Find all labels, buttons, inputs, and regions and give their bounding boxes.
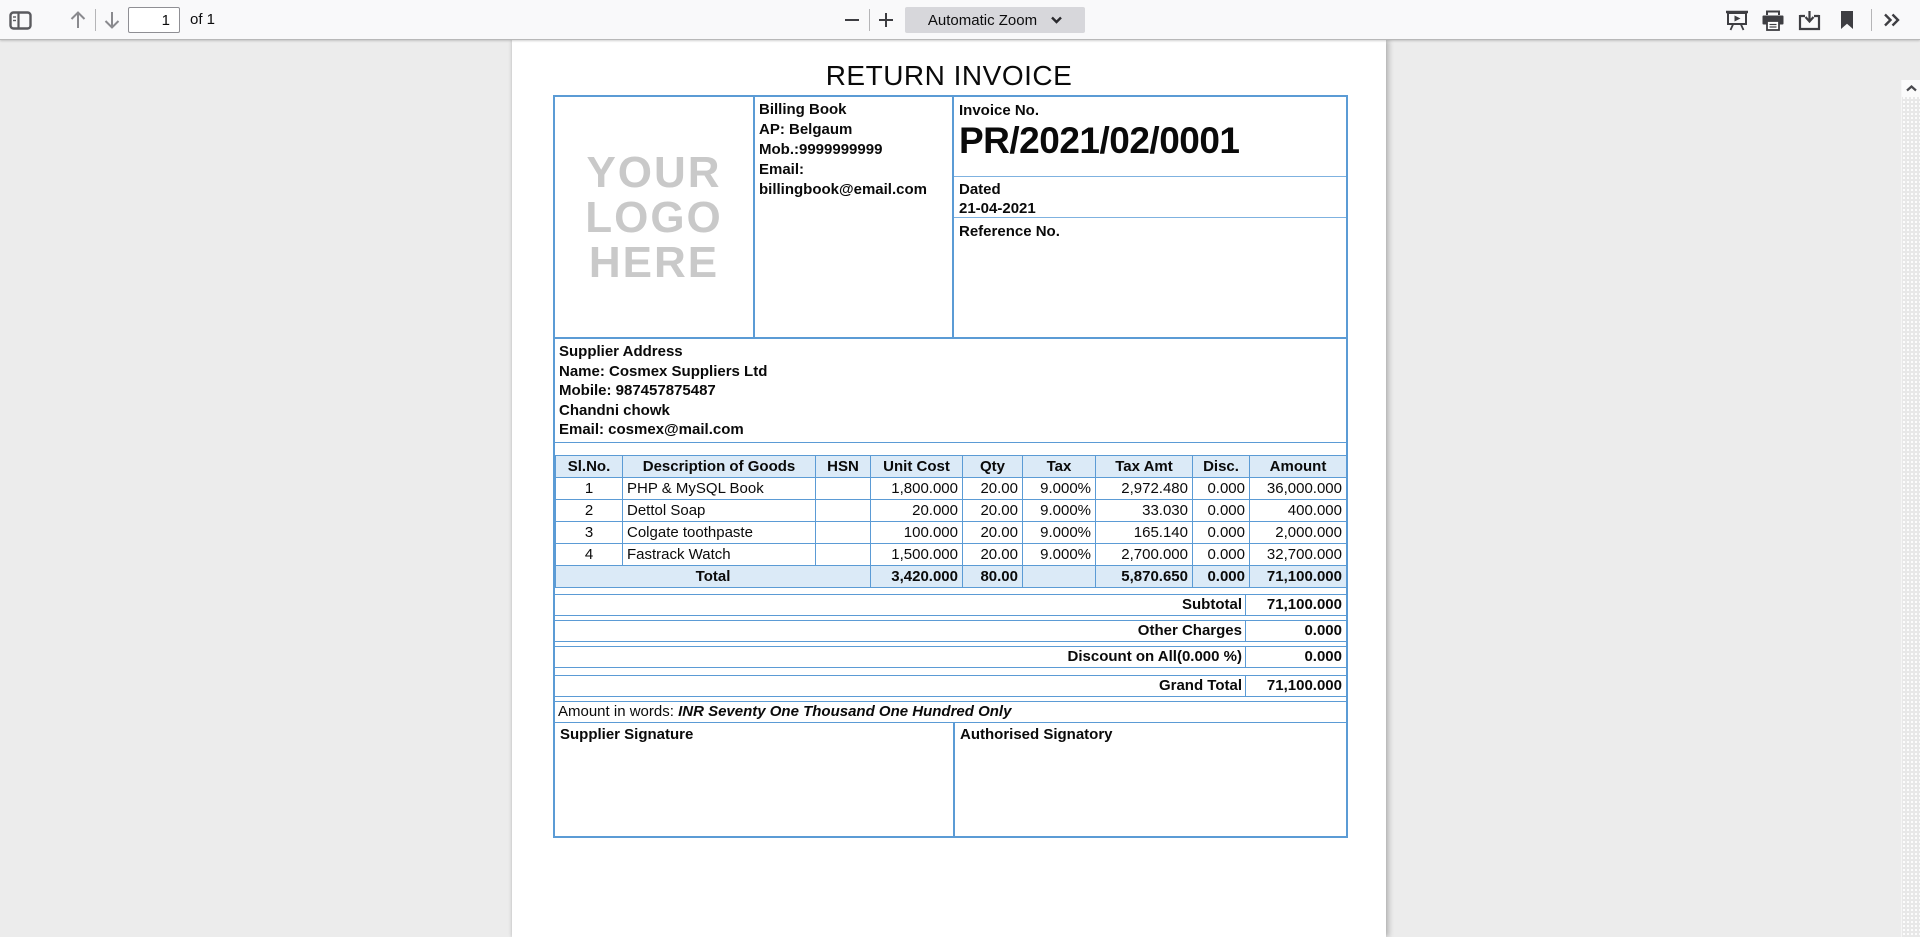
invoice-number-label: Invoice No.	[959, 102, 1040, 119]
logo-line: LOGO	[585, 192, 723, 242]
other-charges-value: 0.000	[1245, 621, 1346, 641]
previous-page-button[interactable]	[64, 6, 92, 34]
page-number-input[interactable]	[128, 7, 180, 33]
supplier-signature-cell	[555, 723, 955, 837]
current-view-bookmark-button[interactable]	[1833, 6, 1861, 34]
col-header-disc: Disc.	[1193, 456, 1250, 478]
item-amount: 32,700.000	[1250, 544, 1347, 566]
download-save-icon	[1798, 10, 1821, 31]
col-header-qty: Qty	[963, 456, 1023, 478]
toolbar-separator	[95, 9, 96, 31]
minus-icon	[844, 12, 860, 28]
item-amount: 2,000.000	[1250, 522, 1347, 544]
col-header-hsn: HSN	[816, 456, 871, 478]
item-unit-cost: 1,500.000	[871, 544, 963, 566]
total-tax	[1023, 566, 1096, 588]
total-amount: 71,100.000	[1250, 566, 1347, 588]
amount-in-words-label: Amount in words:	[558, 703, 679, 720]
supplier-address-heading: Supplier Address	[559, 343, 683, 360]
item-row	[556, 544, 1347, 566]
items-total-row	[556, 566, 1347, 588]
invoice-date-block	[954, 177, 1346, 218]
col-header-amount: Amount	[1250, 456, 1347, 478]
supplier-email: Email: cosmex@mail.com	[559, 421, 744, 438]
item-row	[556, 500, 1347, 522]
subtotal-label: Subtotal	[1182, 596, 1242, 613]
item-slno: 1	[556, 478, 623, 500]
invoice-date-label: Dated	[959, 181, 1001, 198]
double-chevron-right-icon	[1883, 12, 1901, 28]
seller-mobile: Mob.:9999999999	[759, 141, 883, 158]
item-slno: 3	[556, 522, 623, 544]
col-header-tax-amt: Tax Amt	[1096, 456, 1193, 478]
logo-line: HERE	[588, 237, 720, 287]
grand-total-value: 71,100.000	[1245, 676, 1346, 696]
supplier-signature-label: Supplier Signature	[560, 726, 694, 743]
discount-value: 0.000	[1245, 647, 1346, 667]
col-header-description: Description of Goods	[623, 456, 816, 478]
item-description: PHP & MySQL Book	[623, 478, 816, 500]
item-tax: 9.000%	[1023, 544, 1096, 566]
supplier-address-line: Chandni chowk	[559, 401, 670, 419]
item-qty: 20.00	[963, 522, 1023, 544]
print-button[interactable]	[1759, 6, 1787, 34]
summary-row-subtotal	[555, 594, 1346, 616]
item-disc: 0.000	[1193, 478, 1250, 500]
total-label: Total	[556, 566, 871, 588]
pdf-page	[512, 40, 1386, 937]
item-hsn	[816, 478, 871, 500]
arrow-down-icon	[103, 10, 121, 30]
item-qty: 20.00	[963, 500, 1023, 522]
authorised-signatory-cell	[955, 723, 1346, 837]
arrow-up-icon	[69, 10, 87, 30]
plus-icon	[878, 12, 894, 28]
col-header-tax: Tax	[1023, 456, 1096, 478]
item-hsn	[816, 522, 871, 544]
spacer-row	[555, 442, 1346, 455]
zoom-in-button[interactable]	[872, 6, 900, 34]
subtotal-value: 71,100.000	[1245, 595, 1346, 615]
logo-line: YOUR	[586, 147, 722, 197]
chevron-down-icon	[1051, 16, 1062, 24]
more-tools-button[interactable]	[1878, 6, 1906, 34]
next-page-button[interactable]	[98, 6, 126, 34]
reference-number-label: Reference No.	[959, 223, 1060, 240]
summary-row-other-charges	[555, 620, 1346, 642]
pdf-toolbar	[0, 0, 1920, 40]
invoice-header	[555, 97, 1346, 337]
item-unit-cost: 20.000	[871, 500, 963, 522]
vertical-scrollbar[interactable]	[1901, 80, 1920, 937]
col-header-slno: Sl.No.	[556, 456, 623, 478]
reference-number-block	[954, 218, 1346, 241]
signature-section	[555, 723, 1346, 837]
zoom-out-button[interactable]	[838, 6, 866, 34]
seller-email: billingbook@email.com	[759, 181, 927, 198]
supplier-mobile: Mobile: 987457875487	[559, 382, 716, 399]
toolbar-separator	[869, 9, 870, 31]
seller-name: Billing Book	[759, 101, 847, 118]
item-slno: 2	[556, 500, 623, 522]
logo-placeholder	[555, 97, 755, 337]
zoom-select-label: Automatic Zoom	[927, 11, 1038, 29]
grand-total-label: Grand Total	[1158, 677, 1242, 694]
item-disc: 0.000	[1193, 500, 1250, 522]
bookmark-icon	[1839, 10, 1855, 30]
print-icon	[1761, 10, 1785, 31]
discount-label: Discount on All(0.000 %)	[1067, 648, 1242, 665]
scroll-up-button[interactable]	[1902, 80, 1920, 97]
sidebar-toggle-button[interactable]	[6, 6, 34, 34]
item-tax: 9.000%	[1023, 500, 1096, 522]
save-button[interactable]	[1795, 6, 1823, 34]
supplier-address-block	[555, 337, 1346, 442]
chevron-up-icon	[1906, 85, 1917, 92]
items-table	[555, 455, 1347, 588]
item-disc: 0.000	[1193, 522, 1250, 544]
item-unit-cost: 1,800.000	[871, 478, 963, 500]
item-description: Colgate toothpaste	[623, 522, 816, 544]
invoice-body	[553, 95, 1348, 838]
amount-in-words-value: INR Seventy One Thousand One Hundred Only	[678, 703, 1012, 720]
other-charges-label: Other Charges	[1137, 622, 1242, 639]
sidebar-toggle-icon	[9, 11, 32, 30]
seller-address-line: AP: Belgaum	[759, 121, 853, 138]
amount-in-words-row	[555, 701, 1346, 723]
invoice-date-value: 21-04-2021	[959, 200, 1036, 217]
seller-email-label: Email:	[759, 161, 805, 178]
page-count-label: of 1	[190, 11, 216, 28]
total-qty: 80.00	[963, 566, 1023, 588]
supplier-name: Name: Cosmex Suppliers Ltd	[559, 362, 768, 380]
col-header-unit-cost: Unit Cost	[871, 456, 963, 478]
toolbar-separator	[1871, 9, 1872, 31]
presentation-mode-icon	[1725, 10, 1749, 31]
seller-info	[755, 97, 954, 337]
item-tax-amt: 2,972.480	[1096, 478, 1193, 500]
authorised-signatory-label: Authorised Signatory	[960, 726, 1113, 743]
item-amount: 36,000.000	[1250, 478, 1347, 500]
items-table-header-row	[556, 456, 1347, 478]
item-unit-cost: 100.000	[871, 522, 963, 544]
invoice-title: RETURN INVOICE	[825, 60, 1073, 91]
summary-row-discount	[555, 646, 1346, 668]
invoice-number-block	[954, 97, 1346, 177]
total-disc: 0.000	[1193, 566, 1250, 588]
item-row	[556, 522, 1347, 544]
total-tax-amt: 5,870.650	[1096, 566, 1193, 588]
item-amount: 400.000	[1250, 500, 1347, 522]
item-tax-amt: 2,700.000	[1096, 544, 1193, 566]
item-tax-amt: 165.140	[1096, 522, 1193, 544]
item-qty: 20.00	[963, 544, 1023, 566]
item-qty: 20.00	[963, 478, 1023, 500]
item-hsn	[816, 500, 871, 522]
item-row	[556, 478, 1347, 500]
item-slno: 4	[556, 544, 623, 566]
invoice-meta	[954, 97, 1346, 337]
item-description: Dettol Soap	[623, 500, 816, 522]
item-tax: 9.000%	[1023, 478, 1096, 500]
item-description: Fastrack Watch	[623, 544, 816, 566]
item-hsn	[816, 544, 871, 566]
invoice-number-value: PR/2021/02/0001	[959, 120, 1240, 161]
item-tax-amt: 33.030	[1096, 500, 1193, 522]
presentation-mode-button[interactable]	[1723, 6, 1751, 34]
zoom-select[interactable]	[905, 7, 1085, 33]
viewer-container	[0, 40, 1920, 937]
item-disc: 0.000	[1193, 544, 1250, 566]
item-tax: 9.000%	[1023, 522, 1096, 544]
summary-row-grand-total	[555, 675, 1346, 697]
total-unit-cost: 3,420.000	[871, 566, 963, 588]
